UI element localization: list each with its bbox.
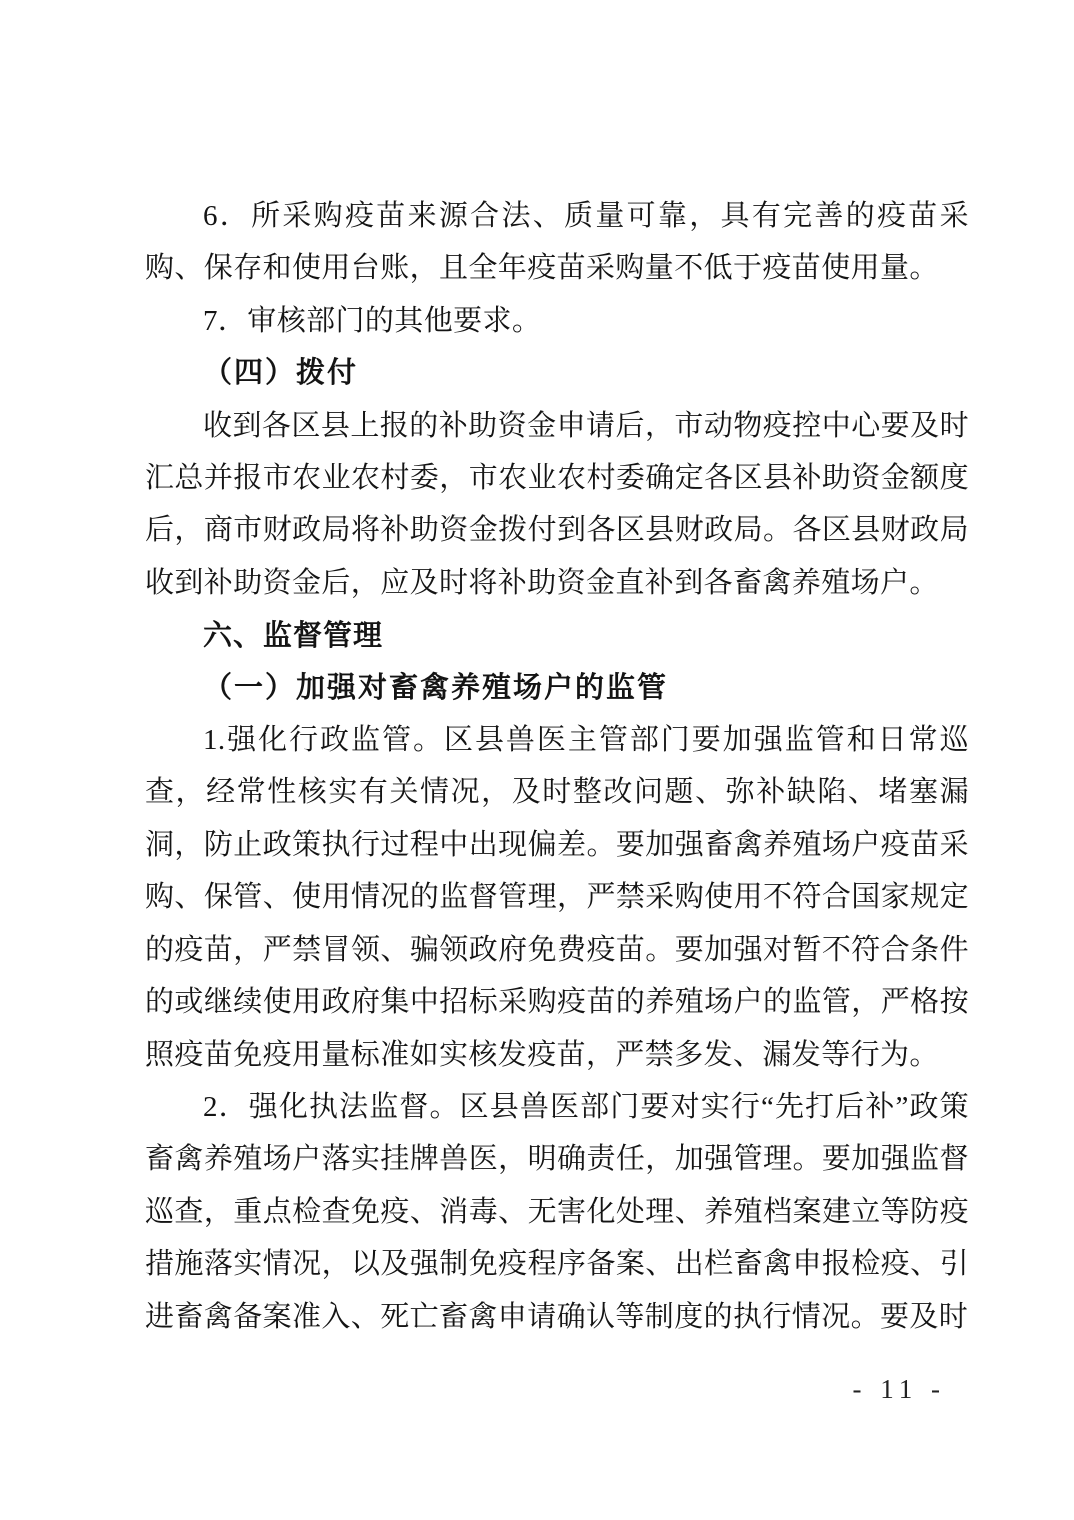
document-body [145,190,969,1343]
paragraph-administrative-supervision: 1.强化行政监管。区县兽医主管部门要加强监管和日常巡查，经常性核实有关情况，及时整改问题、弥补缺陷、堵塞漏洞，防止政策执行过程中出现偏差。要加强畜禽养殖场户疫苗采购、保管、使用情况的监督管理，严禁采购使用不符合国家规定的疫苗，严禁冒领、骗领政府免费疫苗。要加强对暂不符合条件的或继续使用政府集中招标采购疫苗的养殖场户的监管，严格按照疫苗免疫用量标准如实核发疫苗，严禁多发、漏发等行为。 [145,724,969,1071]
heading-section-four-disbursement: （四）拨付 [203,357,359,390]
page-number: - 11 - [852,1374,946,1404]
paragraph-disbursement-process: 收到各区县上报的补助资金申请后，市动物疫控中心要及时汇总并报市农业农村委，市农业农村委确定各区县补助资金额度后，商市财政局将补助资金拨付到各区县财政局。各区县财政局收到补助资金后，应及时将补助资金直补到各畜禽养殖场户。 [145,409,969,599]
paragraph-law-enforcement-supervision: 2．强化执法监督。区县兽医部门要对实行“先打后补”政策畜禽养殖场户落实挂牌兽医，明确责任，加强管理。要加强监督巡查，重点检查免疫、消毒、无害化处理、养殖档案建立等防疫措施落实情况，以及强制免疫程序备案、出栏畜禽申报检疫、引进畜禽备案准入、死亡畜禽申请确认等制度的执行情况。要及时 [145,1090,969,1333]
paragraph-other-requirements-item-7: 7．审核部门的其他要求。 [203,304,542,337]
paragraph-vaccine-procurement-item-6: 6．所采购疫苗来源合法、质量可靠，具有完善的疫苗采购、保存和使用台账，且全年疫苗采购量不低于疫苗使用量。 [145,200,969,285]
heading-chapter-six-supervision: 六、监督管理 [203,618,384,653]
heading-section-one-strengthen-regulation: （一）加强对畜禽养殖场户的监管 [203,671,669,704]
